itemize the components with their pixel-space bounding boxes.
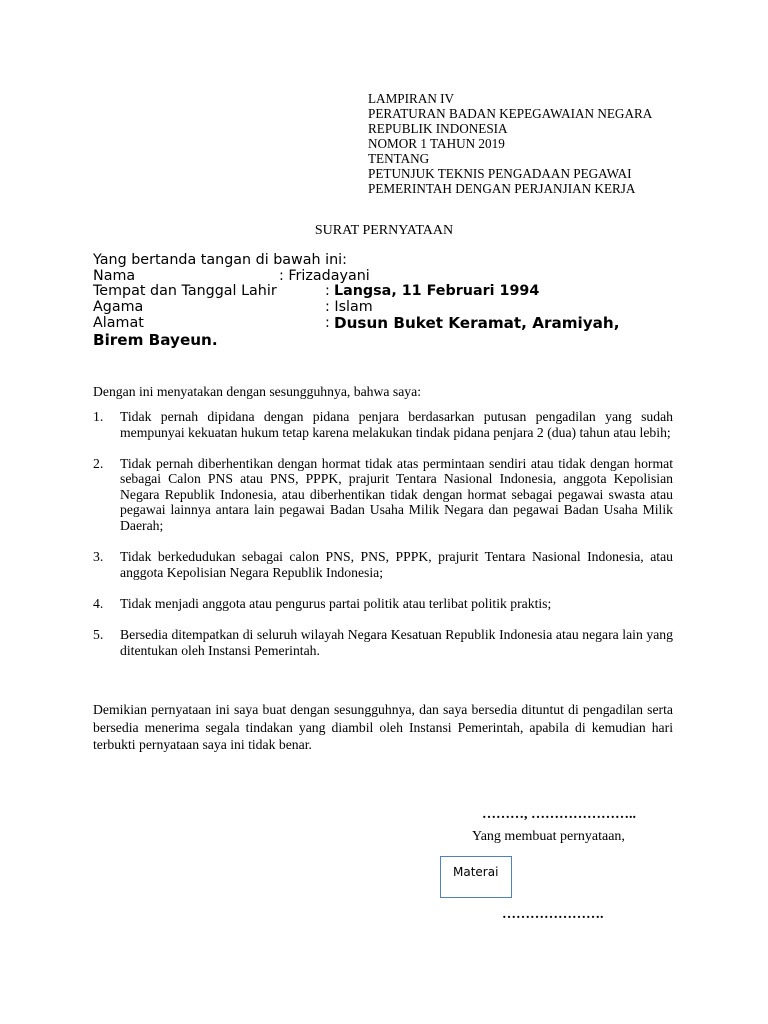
list-item — [93, 409, 673, 440]
list-item-number: 1. — [93, 409, 104, 424]
list-item-text: Tidak menjadi anggota atau pengurus partai politik atau terlibat politik praktis; — [120, 595, 552, 611]
list-item-number: 2. — [93, 455, 104, 471]
list-item-text: Tidak berkedudukan sebagai calon PNS, PNS, PPPK, prajurit Tentara Nasional Indonesia, atau anggota Kepolisian Negara Republik Indonesia; — [120, 549, 673, 580]
header-line: PEMERINTAH DENGAN PERJANJIAN KERJA — [368, 181, 636, 196]
alamat-colon: : — [325, 314, 335, 331]
header-line: NOMOR 1 TAHUN 2019 — [368, 136, 505, 151]
alamat-value: Dusun Buket Keramat, Aramiyah, — [334, 313, 620, 332]
list-item-number: 3. — [93, 549, 104, 565]
statement-list — [93, 409, 673, 658]
header-block — [368, 91, 652, 196]
list-item — [93, 627, 673, 658]
place-date-placeholder: ………, ………………….. — [482, 807, 636, 822]
header-line: REPUBLIK INDONESIA — [368, 121, 508, 136]
stamp-label: Materai — [453, 865, 499, 879]
alamat-value-continued: Birem Bayeun. — [93, 330, 218, 349]
list-item — [93, 456, 673, 534]
stamp-box — [440, 856, 512, 898]
header-line: TENTANG — [368, 151, 430, 166]
header-line: LAMPIRAN IV — [368, 91, 455, 106]
statement-intro: Dengan ini menyatakan dengan sesungguhnya, bahwa saya: — [93, 384, 422, 399]
signature-line: …………………. — [502, 907, 604, 922]
list-item — [93, 596, 673, 612]
ttl-colon: : — [325, 283, 335, 300]
header-line: PERATURAN BADAN KEPEGAWAIAN NEGARA — [368, 106, 653, 121]
nama-value: : Frizadayani — [279, 267, 370, 284]
alamat-label: Alamat — [93, 314, 144, 331]
signer-label: Yang membuat pernyataan, — [472, 829, 625, 844]
list-item-text: Tidak pernah diberhentikan dengan hormat tidak atas permintaan sendiri atau tidak dengan hormat sebagai Calon PNS atau PNS, PPPK, prajurit Tentara Nasional Indonesia, anggota Kepolisian Negara Republik Indonesia, atau diberhentikan tidak dengan hormat sebagai pegawai swasta atau pegawai lainnya antara lain pegawai Badan Usaha Milik Negara dan pegawai Badan Usaha Milik Daerah; — [120, 455, 673, 534]
identity-intro-text: Yang bertanda tangan di bawah ini: — [93, 252, 347, 268]
header-line: PETUNJUK TEKNIS PENGADAAN PEGAWAI — [368, 166, 632, 181]
closing-paragraph: Demikian pernyataan ini saya buat dengan sesungguhnya, dan saya bersedia dituntut di pengadilan serta bersedia menerima segala tindakan yang diambil oleh Instansi Pemerintah, apabila di kemudian hari terbukti pernyataan saya ini tidak benar. — [93, 702, 673, 753]
ttl-label: Tempat dan Tanggal Lahir — [93, 283, 277, 300]
nama-label: Nama — [93, 267, 136, 284]
list-item-number: 4. — [93, 595, 104, 611]
list-item — [93, 549, 673, 580]
list-item-number: 5. — [93, 626, 104, 642]
ttl-value: Langsa, 11 Februari 1994 — [334, 283, 540, 300]
list-item-text: Tidak pernah dipidana dengan pidana penjara berdasarkan putusan pengadilan yang sudah mempunyai kekuatan hukum tetap karena melakukan tindak pidana penjara 2 (dua) tahun atau lebih; — [120, 409, 673, 440]
list-item-text: Bersedia ditempatkan di seluruh wilayah Negara Kesatuan Republik Indonesia atau negara lain yang ditentukan oleh Instansi Pemerintah. — [120, 626, 673, 658]
agama-label: Agama — [93, 299, 144, 316]
agama-value: : Islam — [325, 299, 373, 316]
document-title: SURAT PERNYATAAN — [314, 223, 454, 238]
